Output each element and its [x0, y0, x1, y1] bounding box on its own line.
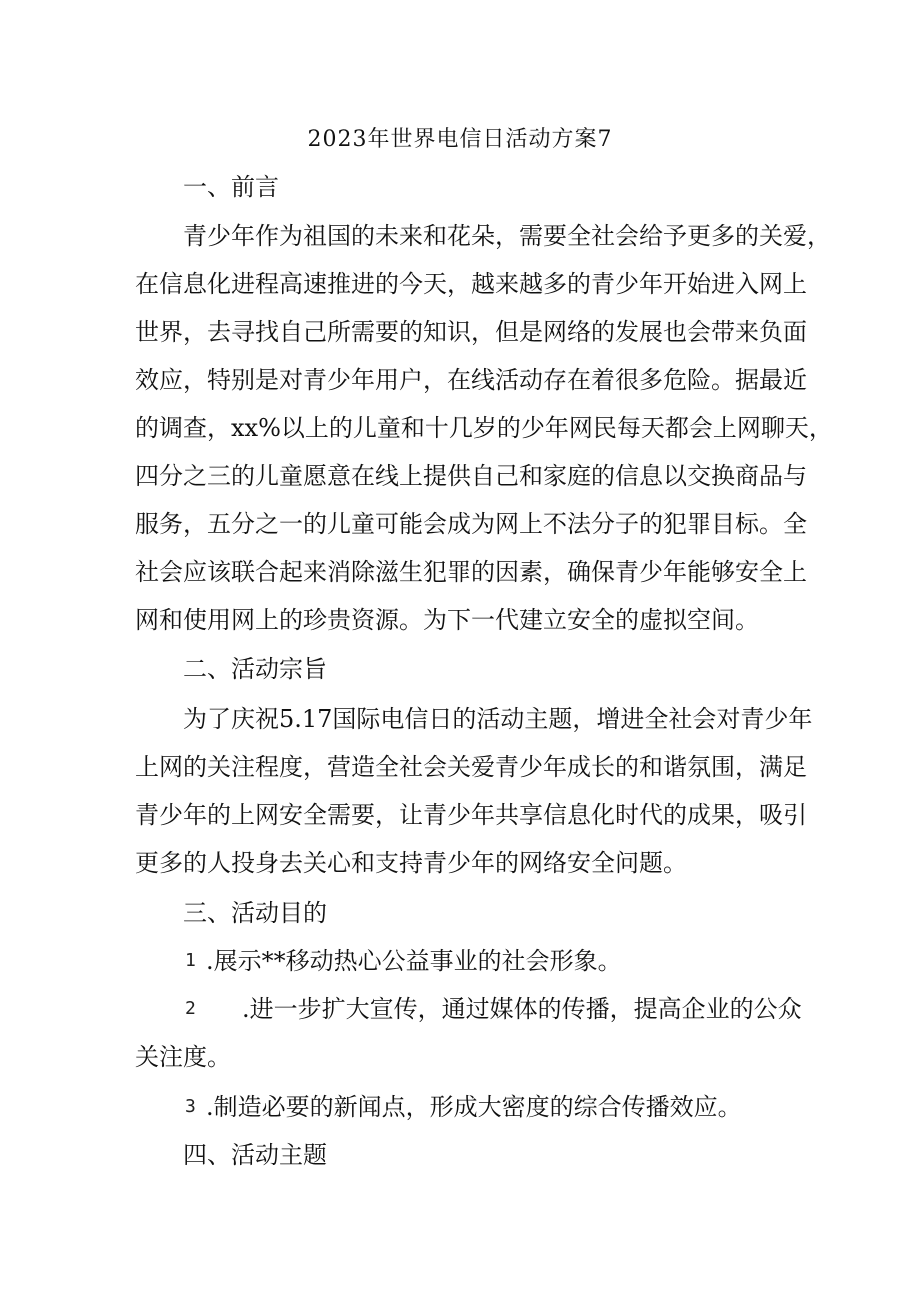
list-item-number: 1 — [185, 950, 196, 971]
paragraph-line: 四分之三的儿童愿意在线上提供自己和家庭的信息以交换商品与 — [135, 462, 807, 490]
list-item-number: 2 — [185, 998, 196, 1019]
paragraph-line: 世界，去寻找自己所需要的知识，但是网络的发展也会带来负面 — [135, 318, 807, 346]
list-item-text: .展示**移动热心公益事业的社会形象。 — [206, 947, 622, 975]
paragraph-line: 效应，特别是对青少年用户，在线活动存在着很多危险。据最近 — [135, 366, 807, 394]
paragraph-line: 青少年作为祖国的未来和花朵，需要全社会给予更多的关爱， — [183, 222, 831, 250]
list-item-continuation: 关注度。 — [135, 1043, 231, 1071]
paragraph-line: 社会应该联合起来消除滋生犯罪的因素，确保青少年能够安全上 — [135, 558, 807, 586]
paragraph-line: 更多的人投身去关心和支持青少年的网络安全问题。 — [135, 849, 687, 877]
paragraph-line: 为了庆祝5.17国际电信日的活动主题，增进全社会对青少年 — [183, 705, 813, 733]
document-title: 2023年世界电信日活动方案7 — [307, 127, 613, 152]
section-heading-theme: 四、活动主题 — [183, 1141, 327, 1169]
section-heading-purpose: 二、活动宗旨 — [183, 655, 327, 683]
section-heading-preface: 一、前言 — [183, 173, 279, 201]
paragraph-line: 在信息化进程高速推进的今天，越来越多的青少年开始进入网上 — [135, 270, 807, 298]
section-heading-goals: 三、活动目的 — [183, 899, 327, 927]
paragraph-line: 的调查，xx%以上的儿童和十几岁的少年网民每天都会上网聊天， — [135, 414, 833, 442]
paragraph-line: 服务，五分之一的儿童可能会成为网上不法分子的犯罪目标。全 — [135, 510, 807, 538]
paragraph-line: 网和使用网上的珍贵资源。为下一代建立安全的虚拟空间。 — [135, 606, 759, 634]
paragraph-line: 上网的关注程度，营造全社会关爱青少年成长的和谐氛围，满足 — [135, 753, 807, 781]
list-item-number: 3 — [185, 1096, 196, 1117]
paragraph-line: 青少年的上网安全需要，让青少年共享信息化时代的成果，吸引 — [135, 801, 807, 829]
list-item-text: .进一步扩大宣传，通过媒体的传播，提高企业的公众 — [242, 995, 802, 1023]
list-item-text: .制造必要的新闻点，形成大密度的综合传播效应。 — [206, 1093, 742, 1121]
